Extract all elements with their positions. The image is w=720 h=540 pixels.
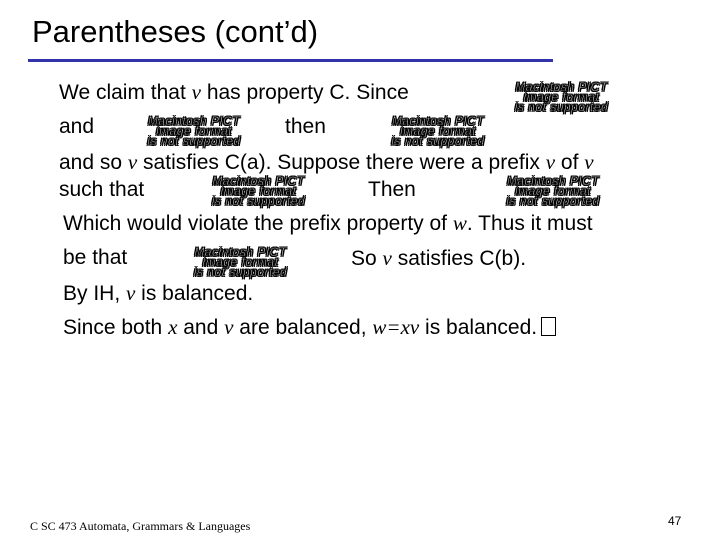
unsupported-image-placeholder: Macintosh PICT image format is not supported	[211, 174, 306, 208]
unsupported-image-placeholder: Macintosh PICT image format is not supported	[147, 114, 241, 148]
text: Then	[368, 178, 416, 201]
math-v: v	[224, 315, 234, 339]
text: be that	[63, 246, 128, 269]
math-x: x	[168, 315, 178, 339]
math-v: v	[545, 150, 556, 174]
text: . Thus it must	[466, 212, 593, 235]
math-v: v	[127, 150, 138, 174]
text: Which would violate the prefix property of	[63, 212, 453, 235]
math-equation: w=xv	[372, 315, 420, 339]
body-line-6	[63, 246, 127, 270]
text: is balanced.	[135, 282, 254, 305]
body-line-2-then	[285, 115, 326, 139]
slide-footer: C SC 473 Automata, Grammars & Languages	[30, 519, 251, 533]
text: such that	[59, 178, 145, 201]
text: are balanced,	[233, 316, 373, 339]
math-v: v	[191, 80, 201, 104]
text: and so	[59, 151, 128, 174]
unsupported-image-placeholder: Macintosh PICT image format is not supported	[514, 80, 609, 114]
math-w: w	[452, 211, 467, 235]
body-line-2	[59, 115, 94, 139]
math-v: v	[584, 150, 594, 174]
body-line-4	[59, 178, 144, 202]
body-line-1	[59, 80, 409, 105]
text: So	[351, 247, 383, 270]
text: By IH,	[63, 282, 127, 305]
unsupported-image-placeholder: Macintosh PICT image format is not supported	[506, 174, 600, 208]
body-line-4-then	[368, 178, 416, 202]
text: and	[177, 316, 225, 339]
unsupported-image-placeholder: Macintosh PICT image format is not supported	[391, 114, 485, 148]
text: has property C. Since	[200, 81, 409, 104]
text: is balanced.	[419, 316, 538, 339]
body-line-8	[63, 315, 556, 340]
unsupported-image-placeholder: Macintosh PICT image format is not supported	[193, 245, 288, 279]
body-line-3	[59, 150, 594, 175]
math-v: v	[382, 246, 392, 270]
text: and	[59, 115, 95, 138]
text: of	[555, 151, 585, 174]
text: We claim that	[59, 81, 192, 104]
body-line-6-rest	[351, 246, 526, 271]
page-number: 47	[668, 514, 682, 528]
text: then	[285, 115, 326, 138]
text: satisfies C(b).	[391, 247, 527, 270]
text: satisfies C(a). Suppose there were a prefix	[137, 151, 546, 174]
text: Since both	[63, 316, 169, 339]
title-underline	[28, 59, 553, 62]
math-v: v	[126, 281, 136, 305]
body-line-7	[63, 281, 253, 306]
qed-box-icon	[541, 317, 556, 336]
slide-title: Parentheses (cont’d)	[32, 14, 319, 49]
body-line-5	[63, 211, 593, 236]
